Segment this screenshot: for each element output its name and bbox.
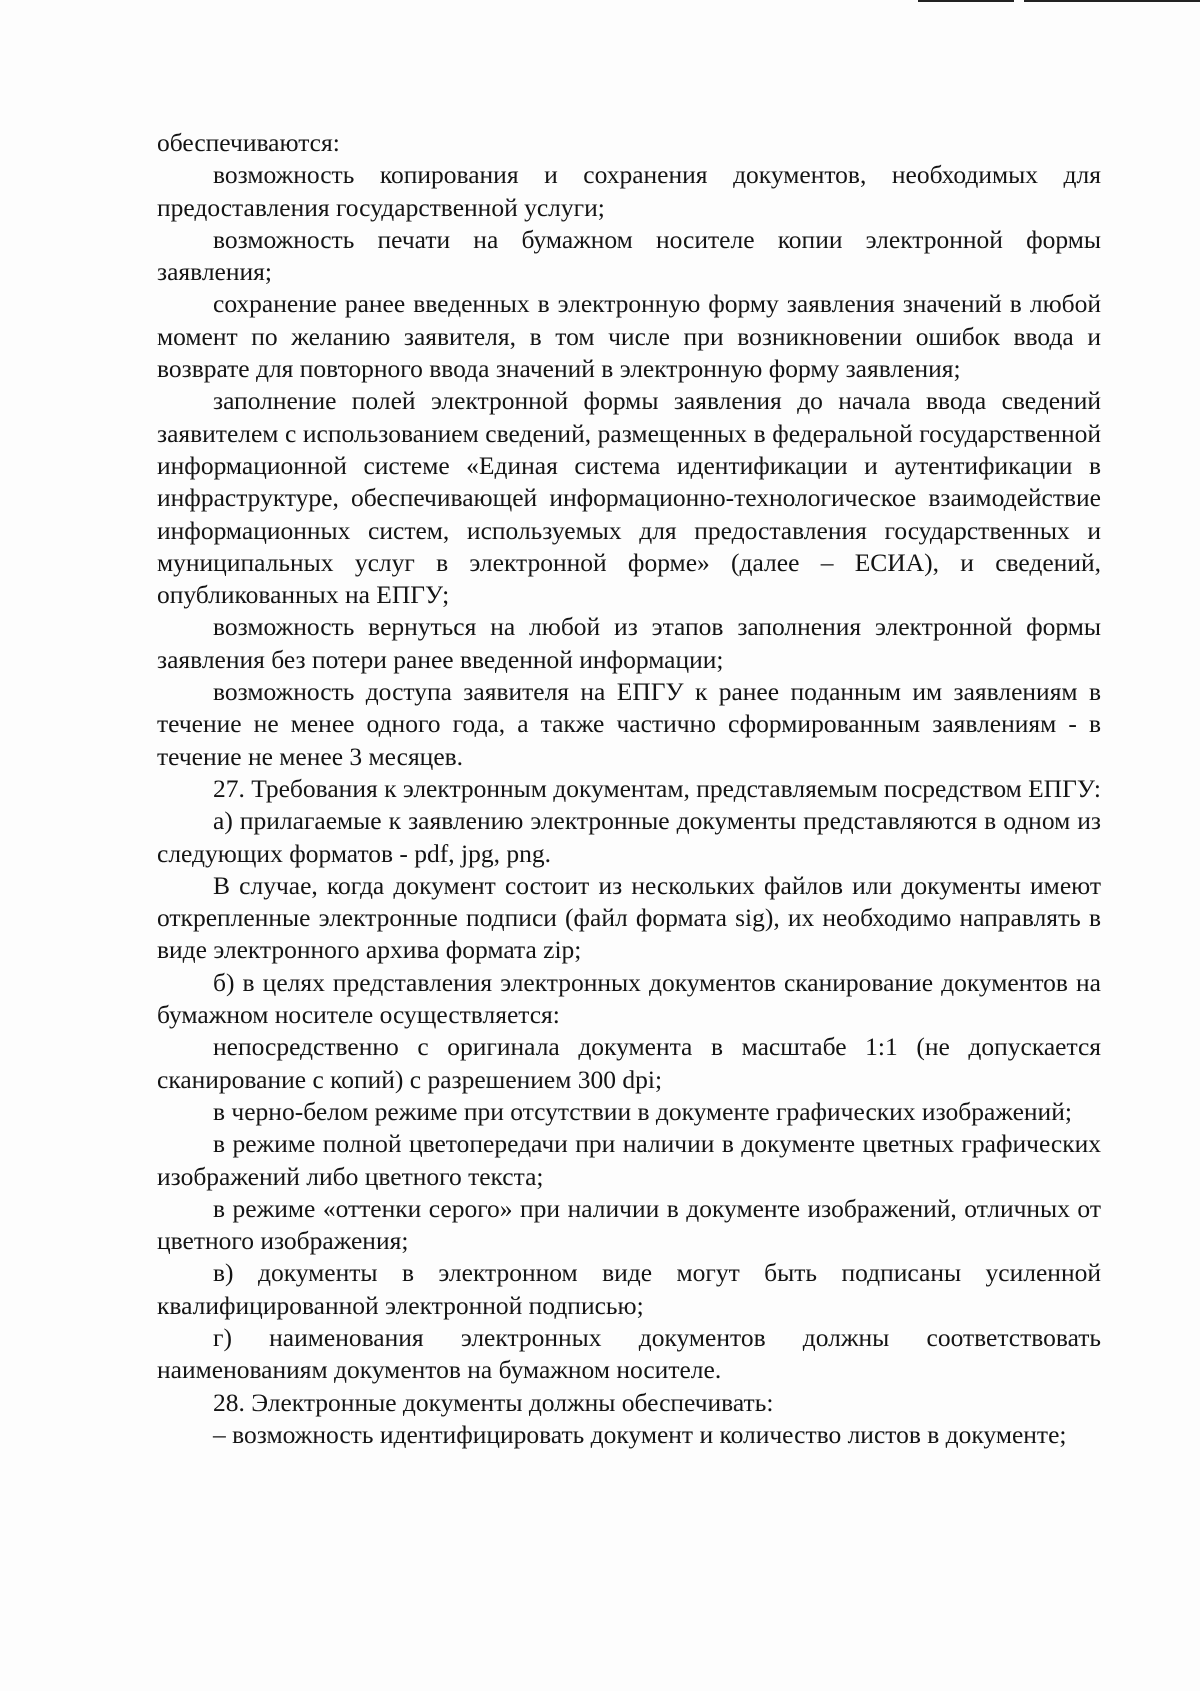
paragraph-intro: обеспечиваются: bbox=[157, 128, 340, 157]
paragraph-item-g: г) наименования электронных документов должны соответствовать наименованиям документов на бумажном носителе. bbox=[157, 1322, 1101, 1385]
top-edge-rule bbox=[918, 0, 1014, 2]
paragraph-item-a: а) прилагаемые к заявлению электронные документы представляются в одном из следующих форматов - pdf, jpg, png. bbox=[157, 806, 1101, 868]
paragraph-zip-archive: В случае, когда документ состоит из нескольких файлов или документы имеют открепленные электронные подписи (файл формата sig), их необходимо направлять в виде электронного архива формата zip; bbox=[157, 870, 1101, 965]
paragraph-section-28: 28. Электронные документы должны обеспечивать: bbox=[213, 1387, 774, 1417]
paragraph-scan-original: непосредственно с оригинала документа в масштабе 1:1 (не допускается сканирование с копий) с разрешением 300 dpi; bbox=[157, 1032, 1101, 1094]
paragraph-return-step: возможность вернуться на любой из этапов заполнения электронной формы заявления без потери ранее введенной информации; bbox=[157, 612, 1101, 674]
paragraph-copy-save: возможность копирования и сохранения документов, необходимых для предоставления государственной услуги; bbox=[157, 160, 1101, 222]
paragraph-identify-document: – возможность идентифицировать документ и количество листов в документе; bbox=[213, 1419, 1067, 1449]
paragraph-access-applications: возможность доступа заявителя на ЕПГУ к ранее поданным им заявлениям в течение не менее одного года, а также частично сформированным заявлениям - в течение не менее 3 месяцев. bbox=[157, 677, 1101, 771]
paragraph-scan-color: в режиме полной цветопередачи при наличии в документе цветных графических изображений либо цветного текста; bbox=[157, 1129, 1101, 1191]
document-body bbox=[157, 127, 1101, 1451]
paragraph-print: возможность печати на бумажном носителе копии электронной формы заявления; bbox=[157, 224, 1101, 287]
paragraph-scan-bw: в черно-белом режиме при отсутствии в документе графических изображений; bbox=[213, 1096, 1072, 1126]
paragraph-item-v: в) документы в электронном виде могут быть подписаны усиленной квалифицированной электронной подписью; bbox=[157, 1258, 1101, 1320]
paragraph-item-b: б) в целях представления электронных документов сканирование документов на бумажном носителе осуществляется: bbox=[157, 967, 1101, 1030]
paragraph-esia-fill: заполнение полей электронной формы заявления до начала ввода сведений заявителем с использованием сведений, размещенных в федеральной государственной информационной системе «Единая система идентификации и аутентификации в инфраструктуре, обеспечивающей информационно-технологическое взаимодействие информационных систем, используемых для предоставления государственных и муниципальных услуг в электронной форме» (далее – ЕСИА), и сведений, опубликованных на ЕПГУ; bbox=[157, 386, 1101, 610]
paragraph-section-27: 27. Требования к электронным документам, представляемым посредством ЕПГУ: bbox=[213, 773, 1101, 803]
top-edge-rule bbox=[1024, 0, 1200, 2]
paragraph-save-values: сохранение ранее введенных в электронную форму заявления значений в любой момент по желанию заявителя, в том числе при возникновении ошибок ввода и возврате для повторного ввода значений в электронную форму заявления; bbox=[157, 289, 1101, 384]
paragraph-scan-gray: в режиме «оттенки серого» при наличии в документе изображений, отличных от цветного изображения; bbox=[157, 1193, 1101, 1256]
